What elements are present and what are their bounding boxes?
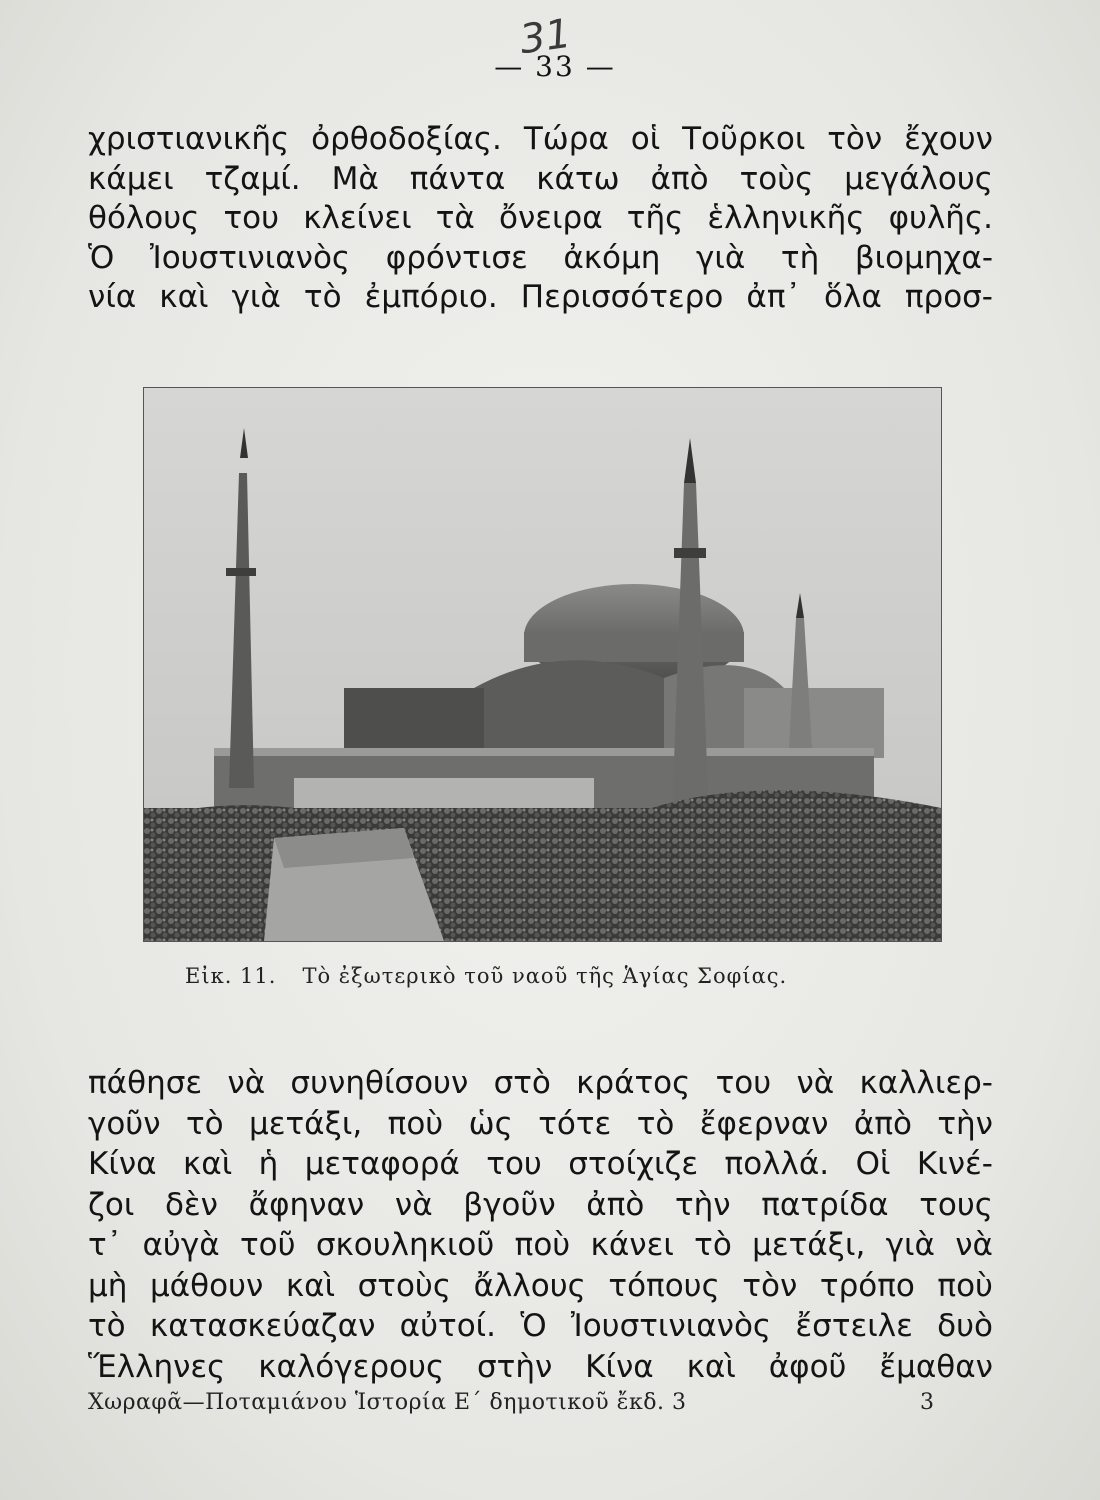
page-number: — 33 — xyxy=(494,50,616,83)
text-line: τὸ κατασκεύαζαν αὐτοί. Ὁ Ἰουστινιανὸς ἔστειλε δυὸ xyxy=(88,1308,993,1344)
text-line: Κίνα καὶ ἡ μεταφορά του στοίχιζε πολλά. Οἱ Κινέ- xyxy=(88,1146,993,1182)
handwritten-page-number: 31 xyxy=(517,10,574,64)
printer-signature: 3 xyxy=(920,1390,935,1415)
bottom-paragraph xyxy=(88,1063,993,1387)
text-line: θόλους του κλείνει τὰ ὄνειρα τῆς ἑλληνικῆς φυλῆς. xyxy=(88,200,993,236)
text-line: κάμει τζαμί. Μὰ πάντα κάτω ἀπὸ τοὺς μεγάλους xyxy=(88,160,993,197)
text-line: Ἕλληνες καλόγερους στὴν Κίνα καὶ ἀφοῦ ἔμαθαν xyxy=(88,1348,993,1385)
text-line: νία καὶ γιὰ τὸ ἐμπόριο. Περισσότερο ἀπ᾿ ὅλα προσ- xyxy=(88,279,993,315)
footer xyxy=(88,1390,993,1415)
figure-caption xyxy=(185,964,945,988)
footer-text: Χωραφᾶ—Ποταμιάνου Ἱστορία Ε΄ δημοτικοῦ ἔκδ. 3 xyxy=(88,1390,687,1415)
text-line: ζοι δὲν ἄφηναν νὰ βγοῦν ἀπὸ τὴν πατρίδα τους xyxy=(88,1186,993,1223)
top-paragraph xyxy=(88,120,993,318)
figure-caption-text: Τὸ ἐξωτερικὸ τοῦ ναοῦ τῆς Ἁγίας Σοφίας. xyxy=(302,964,788,988)
text-line: χριστιανικῆς ὀρθοδοξίας. Τώρα οἱ Τοῦρκοι τὸν ἔχουν xyxy=(88,121,993,157)
figure-label: Εἰκ. 11. xyxy=(185,964,277,988)
text-line: γοῦν τὸ μετάξι, ποὺ ὡς τότε τὸ ἔφερναν ἀπὸ τὴν xyxy=(88,1105,993,1142)
text-line: μὴ μάθουν καὶ στοὺς ἄλλους τόπους τὸν τρόπο ποὺ xyxy=(88,1267,993,1304)
text-line: τ᾿ αὐγὰ τοῦ σκουληκιοῦ ποὺ κάνει τὸ μετάξι, γιὰ νὰ xyxy=(88,1227,993,1263)
text-line: πάθησε νὰ συνηθίσουν στὸ κράτος του νὰ καλλιερ- xyxy=(88,1065,993,1101)
text-line: Ὁ Ἰουστινιανὸς φρόντισε ἀκόμη γιὰ τὴ βιομηχα- xyxy=(88,239,993,276)
hagia-sophia-photo xyxy=(143,387,942,942)
